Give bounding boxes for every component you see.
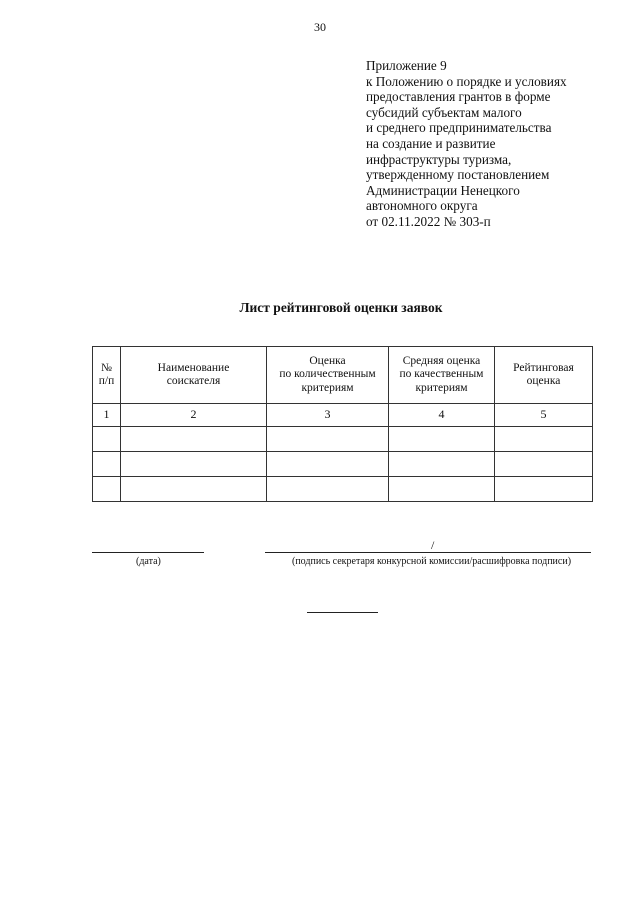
header-applicant-name <box>121 347 267 404</box>
table-cell[interactable] <box>121 477 267 502</box>
column-number: 3 <box>267 404 389 427</box>
column-number: 5 <box>495 404 593 427</box>
table-cell[interactable] <box>267 477 389 502</box>
header-quantitative-score <box>267 347 389 404</box>
signature-line <box>265 552 591 553</box>
header-line: критериям <box>415 381 468 394</box>
header-line: оценка <box>526 375 561 387</box>
appendix-line: субсидий субъектам малого <box>366 104 522 120</box>
table-cell[interactable] <box>93 427 121 452</box>
header-number <box>93 347 121 404</box>
table-cell[interactable] <box>389 452 495 477</box>
date-line <box>92 552 204 553</box>
table-row <box>93 427 593 452</box>
appendix-line: к Положению о порядке и условиях <box>366 73 567 89</box>
header-line: критериям <box>301 381 354 394</box>
column-number: 1 <box>93 404 121 427</box>
header-qualitative-score <box>389 347 495 404</box>
header-line: соискателя <box>166 375 221 387</box>
date-label: (дата) <box>136 556 161 567</box>
table-row <box>93 477 593 502</box>
table-cell[interactable] <box>495 427 593 452</box>
signature-label: (подпись секретаря конкурсной комиссии/расшифровка подписи) <box>292 556 572 567</box>
header-line: Средняя оценка <box>402 354 481 367</box>
table-cell[interactable] <box>93 477 121 502</box>
appendix-line: утвержденному постановлением <box>366 167 550 183</box>
column-number: 2 <box>121 404 267 427</box>
appendix-line: и среднего предпринимательства <box>366 120 552 136</box>
header-line: п/п <box>98 375 115 387</box>
table-cell[interactable] <box>389 427 495 452</box>
table-cell[interactable] <box>121 427 267 452</box>
appendix-line: инфраструктуры туризма, <box>366 151 512 167</box>
header-line: Оценка <box>309 354 346 367</box>
table-cell[interactable] <box>495 452 593 477</box>
table-header-row <box>93 347 593 404</box>
appendix-line: Администрации Ненецкого <box>366 182 520 198</box>
appendix-block <box>366 58 636 230</box>
header-line: по количественным <box>279 368 376 381</box>
appendix-line: от 02.11.2022 № 303-п <box>366 213 491 229</box>
column-number-row <box>93 404 593 427</box>
table-cell[interactable] <box>93 452 121 477</box>
appendix-line: автономного округа <box>366 198 478 214</box>
rating-table <box>92 346 593 502</box>
table-cell[interactable] <box>495 477 593 502</box>
table-cell[interactable] <box>389 477 495 502</box>
header-line: Наименование <box>157 361 230 374</box>
appendix-line: Приложение 9 <box>366 58 447 73</box>
appendix-line: предоставления грантов в форме <box>366 89 551 105</box>
header-rating <box>495 347 593 404</box>
header-line: № <box>101 361 112 374</box>
end-rule <box>307 612 378 613</box>
signature-slash: / <box>431 538 435 552</box>
table-cell[interactable] <box>267 427 389 452</box>
header-line: по качественным <box>399 368 484 381</box>
header-line: Рейтинговая <box>513 361 574 374</box>
column-number: 4 <box>389 404 495 427</box>
document-title: Лист рейтинговой оценки заявок <box>239 300 443 315</box>
page-number: 30 <box>314 20 326 34</box>
table-row <box>93 452 593 477</box>
table-cell[interactable] <box>267 452 389 477</box>
table-cell[interactable] <box>121 452 267 477</box>
appendix-line: на создание и развитие <box>366 135 496 151</box>
